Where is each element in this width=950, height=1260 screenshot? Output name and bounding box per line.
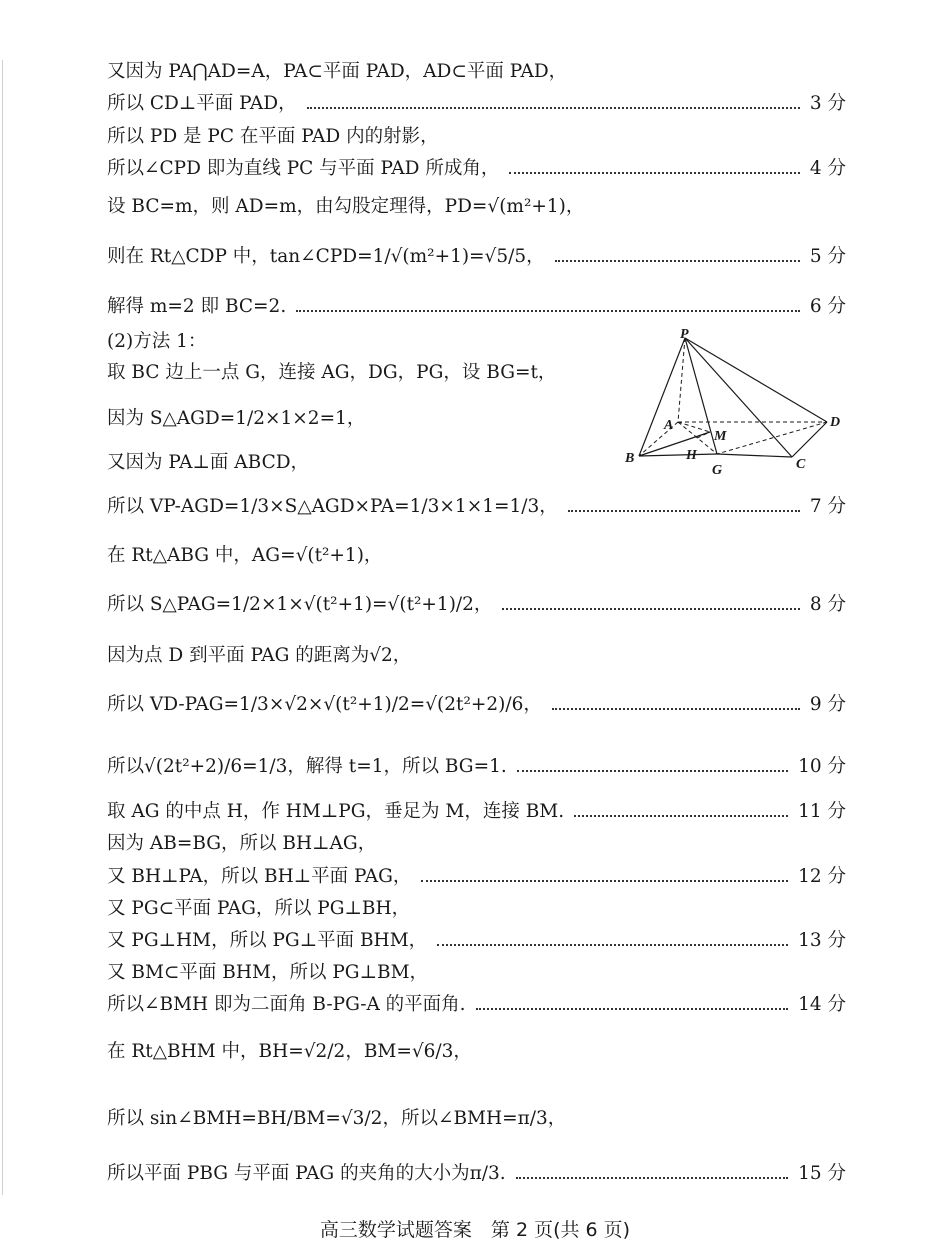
score-label: 11 分	[798, 801, 846, 822]
line-text: 所以∠CPD 即为直线 PC 与平面 PAD 所成角，	[107, 158, 500, 179]
leader-dots	[517, 770, 788, 772]
line-text: 解得 m=2 即 BC=2.	[107, 296, 287, 317]
leader-dots	[574, 815, 788, 817]
score-label: 9 分	[809, 694, 846, 715]
label-M: M	[714, 429, 727, 444]
label-G: G	[712, 463, 723, 478]
solution-line	[107, 298, 846, 317]
solution-line	[107, 1110, 846, 1129]
score-label: 13 分	[798, 930, 846, 951]
label-C: C	[796, 457, 806, 472]
score-label: 6 分	[809, 296, 846, 317]
line-text: 因为 S△AGD=1/2×1×2=1，	[107, 408, 366, 429]
leader-dots	[421, 880, 788, 882]
line-text: 又 BM⊂平面 BHM，所以 PG⊥BM，	[107, 962, 429, 983]
label-B: B	[625, 451, 635, 466]
leader-dots	[555, 260, 800, 262]
edge-BG	[639, 454, 717, 456]
solution-line	[107, 1043, 846, 1062]
line-text: 又因为 PA⊥面 ABCD，	[107, 452, 310, 473]
solution-line	[107, 964, 846, 983]
solution-line	[107, 803, 846, 822]
line-text: 设 BC=m，则 AD=m，由勾股定理得，PD=√(m²+1)，	[107, 196, 585, 217]
leader-dots	[437, 944, 788, 946]
page-left-rule	[2, 60, 3, 1195]
line-text: 所以 sin∠BMH=BH/BM=√3/2，所以∠BMH=π/3，	[107, 1108, 567, 1129]
solution-line	[107, 95, 846, 114]
line-text: 所以√(2t²+2)/6=1/3，解得 t=1，所以 BG=1.	[107, 756, 507, 777]
score-label: 14 分	[798, 994, 846, 1015]
score-label: 3 分	[809, 93, 846, 114]
solution-line	[107, 63, 846, 82]
leader-dots	[502, 608, 799, 610]
label-P: P	[680, 328, 689, 342]
edge-PB	[639, 338, 685, 456]
score-label: 8 分	[809, 594, 846, 615]
solution-line	[107, 996, 846, 1015]
score-label: 15 分	[798, 1163, 846, 1184]
line-text: (2)方法 1：	[107, 331, 207, 352]
solution-line	[107, 248, 846, 267]
line-text: 因为 AB=BG，所以 BH⊥AG，	[107, 833, 377, 854]
line-text: 又 PG⊂平面 PAG，所以 PG⊥BH，	[107, 898, 411, 919]
line-text: 所以∠BMH 即为二面角 B-PG-A 的平面角.	[107, 994, 466, 1015]
score-label: 4 分	[809, 158, 846, 179]
line-text: 取 AG 的中点 H，作 HM⊥PG，垂足为 M，连接 BM.	[107, 801, 565, 822]
line-text: 又 BH⊥PA，所以 BH⊥平面 PAG，	[107, 866, 412, 887]
solution-line	[107, 758, 846, 777]
leader-dots	[307, 107, 800, 109]
leader-dots	[509, 172, 799, 174]
leader-dots	[516, 1177, 788, 1179]
leader-dots	[552, 708, 800, 710]
edge-CD	[792, 422, 827, 457]
solution-line	[107, 696, 846, 715]
line-text: 所以 S△PAG=1/2×1×√(t²+1)=√(t²+1)/2，	[107, 594, 493, 615]
line-text: 所以 VD-PAG=1/3×√2×√(t²+1)/2=√(2t²+2)/6，	[107, 694, 542, 715]
label-H: H	[686, 448, 697, 463]
edge-AM	[678, 422, 710, 432]
line-text: 又 PG⊥HM，所以 PG⊥平面 BHM，	[107, 930, 428, 951]
leader-dots	[568, 510, 800, 512]
score-label: 12 分	[798, 866, 846, 887]
edge-BM	[639, 432, 710, 456]
edge-GC	[717, 454, 792, 457]
solution-line	[107, 932, 846, 951]
score-label: 10 分	[798, 756, 846, 777]
solution-line	[107, 1165, 846, 1184]
page-footer: 高三数学试题答案 第 2 页(共 6 页)	[319, 1219, 631, 1241]
solution-line	[107, 128, 846, 147]
score-label: 5 分	[809, 246, 846, 267]
edge-PD	[685, 338, 827, 422]
score-label: 7 分	[809, 496, 846, 517]
line-text: 所以平面 PBG 与平面 PAG 的夹角的大小为π/3.	[107, 1163, 506, 1184]
solution-line	[107, 868, 846, 887]
line-text: 在 Rt△BHM 中，BH=√2/2，BM=√6/3，	[107, 1041, 472, 1062]
label-D: D	[830, 415, 841, 430]
solution-line	[107, 835, 846, 854]
line-text: 所以 VP-AGD=1/3×S△AGD×PA=1/3×1×1=1/3，	[107, 496, 558, 517]
line-text: 因为点 D 到平面 PAG 的距离为√2，	[107, 645, 412, 666]
leader-dots	[476, 1008, 789, 1010]
line-text: 所以 PD 是 PC 在平面 PAD 内的射影，	[107, 126, 439, 147]
solution-line	[107, 596, 846, 615]
edge-PA	[678, 338, 685, 422]
pyramid-figure	[622, 328, 852, 478]
leader-dots	[296, 310, 800, 312]
label-A: A	[664, 418, 674, 433]
solution-line	[107, 900, 846, 919]
solution-line	[107, 547, 846, 566]
line-text: 在 Rt△ABG 中，AG=√(t²+1)，	[107, 545, 383, 566]
line-text: 取 BC 边上一点 G，连接 AG，DG，PG，设 BG=t，	[107, 362, 557, 383]
solution-line	[107, 160, 846, 179]
line-text: 则在 Rt△CDP 中，tan∠CPD=1/√(m²+1)=√5/5，	[107, 246, 545, 267]
solution-line	[107, 498, 846, 517]
solution-line	[107, 647, 846, 666]
solution-line	[107, 198, 846, 217]
line-text: 又因为 PA⋂AD=A，PA⊂平面 PAD，AD⊂平面 PAD，	[107, 61, 568, 82]
line-text: 所以 CD⊥平面 PAD，	[107, 93, 297, 114]
